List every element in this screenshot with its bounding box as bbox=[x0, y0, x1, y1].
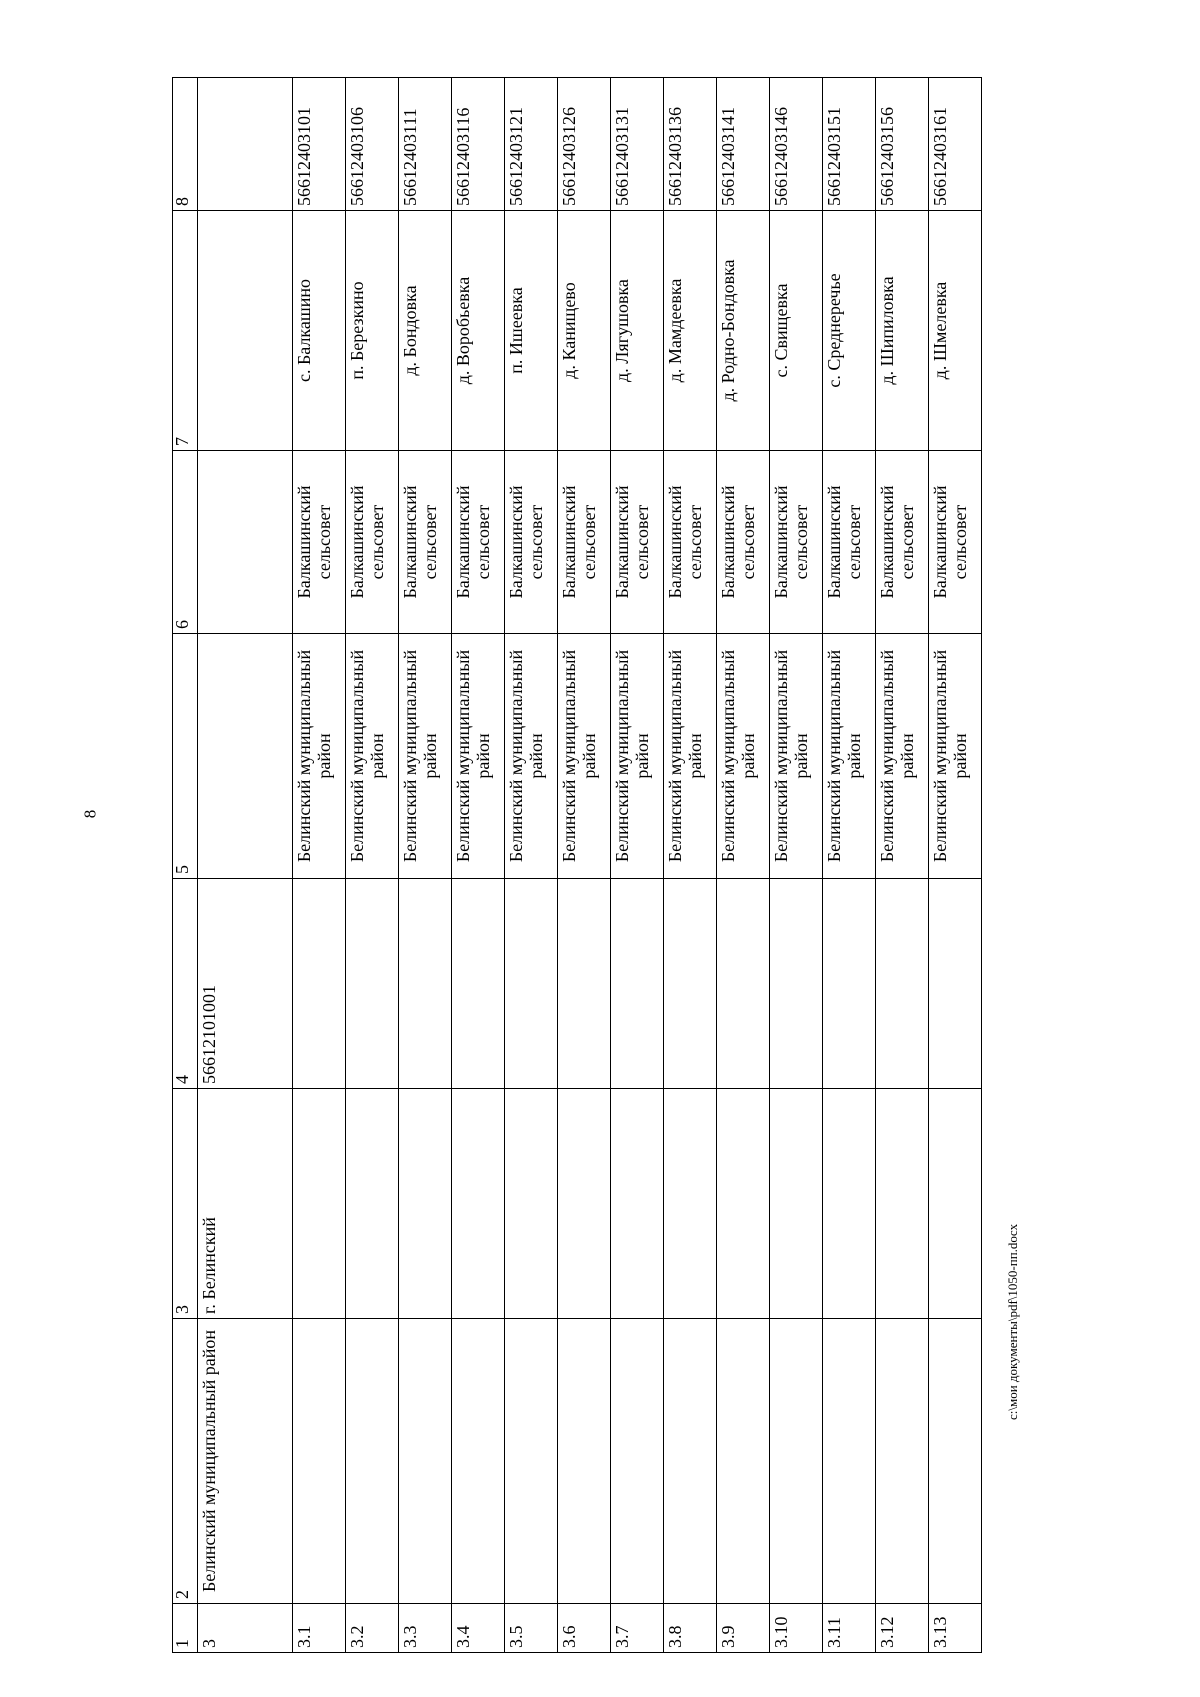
column-number: 5 bbox=[173, 634, 198, 879]
rural-council: Балкашинский сельсовет bbox=[823, 451, 876, 634]
settlement-name: д. Бондовка bbox=[399, 211, 452, 451]
table-cell bbox=[611, 879, 664, 1089]
rural-council: Балкашинский сельсовет bbox=[452, 451, 505, 634]
oktmo-code: 56612403146 bbox=[770, 78, 823, 211]
table-row bbox=[558, 78, 611, 1653]
table-row bbox=[717, 78, 770, 1653]
table-cell bbox=[452, 1319, 505, 1604]
municipal-district: Белинский муниципальный район bbox=[876, 634, 929, 879]
oktmo-code: 56612403156 bbox=[876, 78, 929, 211]
rural-council: Балкашинский сельсовет bbox=[770, 451, 823, 634]
column-number-row bbox=[173, 78, 198, 1653]
row-number: 3.10 bbox=[770, 1604, 823, 1653]
oktmo-code: 56612403141 bbox=[717, 78, 770, 211]
table-cell bbox=[505, 879, 558, 1089]
table-cell bbox=[770, 879, 823, 1089]
table-cell bbox=[505, 1319, 558, 1604]
oktmo-code: 56612403151 bbox=[823, 78, 876, 211]
rural-council: Балкашинский сельсовет bbox=[346, 451, 399, 634]
row-number: 3.1 bbox=[293, 1604, 346, 1653]
oktmo-code: 56612403126 bbox=[558, 78, 611, 211]
row-number: 3.9 bbox=[717, 1604, 770, 1653]
district-number: 3 bbox=[198, 1604, 293, 1653]
municipal-district: Белинский муниципальный район bbox=[558, 634, 611, 879]
column-number: 8 bbox=[173, 78, 198, 211]
municipal-district: Белинский муниципальный район bbox=[823, 634, 876, 879]
table-cell bbox=[823, 879, 876, 1089]
table-row bbox=[929, 78, 982, 1653]
settlement-name: д. Лягушовка bbox=[611, 211, 664, 451]
table-cell bbox=[399, 879, 452, 1089]
row-number: 3.4 bbox=[452, 1604, 505, 1653]
oktmo-code: 56612403131 bbox=[611, 78, 664, 211]
table-row bbox=[399, 78, 452, 1653]
rural-council: Балкашинский сельсовет bbox=[876, 451, 929, 634]
table-cell bbox=[929, 1089, 982, 1319]
table-cell bbox=[717, 1319, 770, 1604]
table-cell bbox=[876, 1089, 929, 1319]
municipal-district: Белинский муниципальный район bbox=[293, 634, 346, 879]
settlement-name: д. Канищево bbox=[558, 211, 611, 451]
table-cell bbox=[399, 1089, 452, 1319]
column-number: 1 bbox=[173, 1604, 198, 1653]
table-cell bbox=[293, 1089, 346, 1319]
table-row bbox=[293, 78, 346, 1653]
table-row bbox=[664, 78, 717, 1653]
table-cell bbox=[929, 1319, 982, 1604]
row-number: 3.3 bbox=[399, 1604, 452, 1653]
table-cell bbox=[876, 1319, 929, 1604]
table-cell bbox=[399, 1319, 452, 1604]
oktmo-code: 56612403101 bbox=[293, 78, 346, 211]
table-cell bbox=[770, 1319, 823, 1604]
oktmo-code: 56612403106 bbox=[346, 78, 399, 211]
settlement-name: с. Свищевка bbox=[770, 211, 823, 451]
municipal-district: Белинский муниципальный район bbox=[346, 634, 399, 879]
district-name: Белинский муниципальный район bbox=[198, 1319, 293, 1604]
municipal-district: Белинский муниципальный район bbox=[611, 634, 664, 879]
settlement-name: д. Родно-Бондовка bbox=[717, 211, 770, 451]
table-cell bbox=[611, 1319, 664, 1604]
table-cell bbox=[452, 879, 505, 1089]
row-number: 3.2 bbox=[346, 1604, 399, 1653]
municipal-district: Белинский муниципальный район bbox=[664, 634, 717, 879]
rural-council: Балкашинский сельсовет bbox=[664, 451, 717, 634]
table-cell bbox=[346, 1089, 399, 1319]
column-number: 2 bbox=[173, 1319, 198, 1604]
rotated-table-sheet bbox=[172, 78, 1192, 1653]
rural-council: Балкашинский сельсовет bbox=[399, 451, 452, 634]
column-number: 4 bbox=[173, 879, 198, 1089]
table-cell bbox=[346, 879, 399, 1089]
settlement-name: д. Шипиловка bbox=[876, 211, 929, 451]
municipal-district: Белинский муниципальный район bbox=[929, 634, 982, 879]
oktmo-code: 56612403111 bbox=[399, 78, 452, 211]
table-cell bbox=[346, 1319, 399, 1604]
table-cell bbox=[558, 1089, 611, 1319]
table-cell bbox=[664, 879, 717, 1089]
table-cell bbox=[293, 879, 346, 1089]
table-cell bbox=[558, 1319, 611, 1604]
table-cell bbox=[198, 78, 293, 211]
rural-council: Балкашинский сельсовет bbox=[929, 451, 982, 634]
municipal-district: Белинский муниципальный район bbox=[452, 634, 505, 879]
table-cell bbox=[664, 1319, 717, 1604]
table-cell bbox=[611, 1089, 664, 1319]
table-row bbox=[452, 78, 505, 1653]
table-cell bbox=[823, 1319, 876, 1604]
oktmo-code: 56612403121 bbox=[505, 78, 558, 211]
table-row bbox=[346, 78, 399, 1653]
table-row bbox=[505, 78, 558, 1653]
table-cell bbox=[198, 211, 293, 451]
oktmo-code: 56612403136 bbox=[664, 78, 717, 211]
row-number: 3.11 bbox=[823, 1604, 876, 1653]
table-cell bbox=[876, 879, 929, 1089]
settlement-name: п. Березкино bbox=[346, 211, 399, 451]
rural-council: Балкашинский сельсовет bbox=[505, 451, 558, 634]
table-cell bbox=[717, 879, 770, 1089]
row-number: 3.12 bbox=[876, 1604, 929, 1653]
row-number: 3.13 bbox=[929, 1604, 982, 1653]
column-number: 3 bbox=[173, 1089, 198, 1319]
row-number: 3.6 bbox=[558, 1604, 611, 1653]
table-cell bbox=[505, 1089, 558, 1319]
table-cell bbox=[293, 1319, 346, 1604]
row-number: 3.8 bbox=[664, 1604, 717, 1653]
settlement-name: с. Среднеречье bbox=[823, 211, 876, 451]
district-row bbox=[198, 78, 293, 1653]
table-cell bbox=[198, 634, 293, 879]
settlement-name: д. Мамдеевка bbox=[664, 211, 717, 451]
settlements-table bbox=[172, 77, 982, 1653]
table-cell bbox=[664, 1089, 717, 1319]
row-number: 3.7 bbox=[611, 1604, 664, 1653]
table-cell bbox=[770, 1089, 823, 1319]
municipal-district: Белинский муниципальный район bbox=[399, 634, 452, 879]
settlement-name: п. Ишеевка bbox=[505, 211, 558, 451]
town-code: 56612101001 bbox=[198, 879, 293, 1089]
table-row bbox=[876, 78, 929, 1653]
municipal-district: Белинский муниципальный район bbox=[717, 634, 770, 879]
row-number: 3.5 bbox=[505, 1604, 558, 1653]
file-path-footer: c:\мои документы\pdf\1050-пп.docx bbox=[1005, 1223, 1020, 1420]
table-cell bbox=[198, 451, 293, 634]
settlement-name: с. Балкашино bbox=[293, 211, 346, 451]
rural-council: Балкашинский сельсовет bbox=[558, 451, 611, 634]
rural-council: Балкашинский сельсовет bbox=[717, 451, 770, 634]
rural-council: Балкашинский сельсовет bbox=[611, 451, 664, 634]
column-number: 6 bbox=[173, 451, 198, 634]
table-cell bbox=[929, 879, 982, 1089]
table-row bbox=[823, 78, 876, 1653]
table-cell bbox=[717, 1089, 770, 1319]
municipal-district: Белинский муниципальный район bbox=[770, 634, 823, 879]
town-name: г. Белинский bbox=[198, 1089, 293, 1319]
rural-council: Балкашинский сельсовет bbox=[293, 451, 346, 634]
settlement-name: д. Шмелевка bbox=[929, 211, 982, 451]
municipal-district: Белинский муниципальный район bbox=[505, 634, 558, 879]
table-cell bbox=[558, 879, 611, 1089]
page-number: 8 bbox=[80, 809, 100, 819]
settlement-name: д. Воробьевка bbox=[452, 211, 505, 451]
table-cell bbox=[823, 1089, 876, 1319]
oktmo-code: 56612403116 bbox=[452, 78, 505, 211]
oktmo-code: 56612403161 bbox=[929, 78, 982, 211]
table-row bbox=[770, 78, 823, 1653]
column-number: 7 bbox=[173, 211, 198, 451]
table-cell bbox=[452, 1089, 505, 1319]
table-row bbox=[611, 78, 664, 1653]
